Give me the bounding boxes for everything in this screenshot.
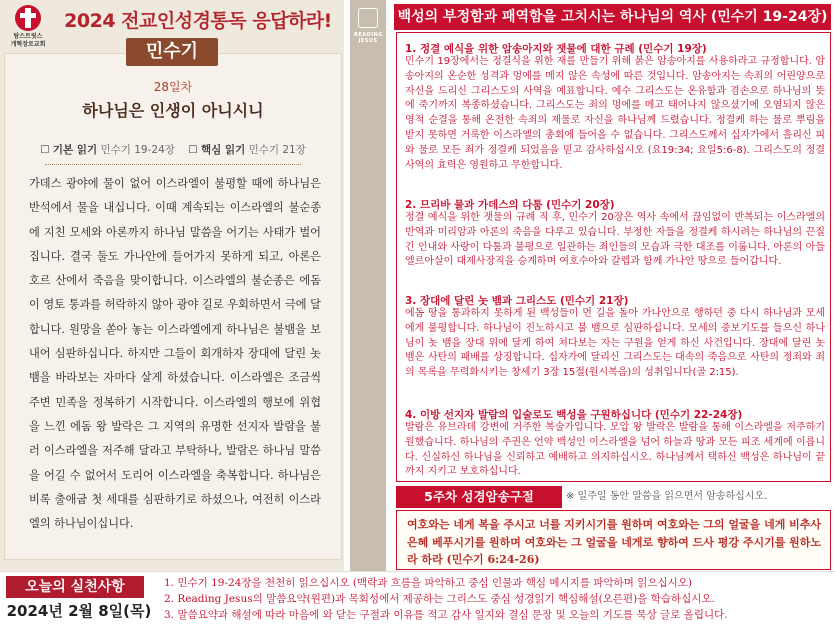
summary-text: 가데스 광야에 물이 없어 이스라엘이 불평할 때에 하나님은 반석에서 물을 내십니다. 이때 계속되는 이스라엘의 불순종에 지친 모세와 아론까지 하나님 말씀을 어기는 사태가 벌어집니다. 결국 둘도 가나안에 들어가지 못하게 되고, 아론은 호르 산에서 죽음을 맞이합니다. 이스라엘의 불순종은 에돔이 영토 통과를 허락하지 않아 광야 길로 우회하면서 극에 달합니다. 원망을 쏟아 놓는 이스라엘에게 하나님은 불뱀을 보내어 심판하십니다. 하지만 그들이 회개하자 장대에 달린 놋뱀을 바라보는 자마다 살게 하셨습니다. 이스라엘은 조금씩 주변 민족을 정복하기 시작합니다. 이스라엘의 행보에 위협을 느낀 에돔 왕 발락은 그 지역의 유명한 선지자 발람을 불러 이스라엘을 저주해 달라고 부탁하나, 발람은 하나님 말씀을 어길 수 없어서 도리어 이스라엘을 축복합니다. 하나님은 비록 출애굽 첫 세대를 심판하기로 하셨으나, 여전히 이스라엘의 하나님이십니다. [29,177,321,531]
practice-tag: 오늘의 실천사항 [6,576,144,598]
cross-icon [15,5,41,31]
emblem-icon [358,8,378,28]
church-logo [6,5,50,57]
section-4-body: 발람은 유브라데 강변에 거주한 복술가입니다. 모압 왕 발락은 발람을 통해 이스라엘을 저주하기 원했습니다. 하나님의 주권은 언약 백성인 이스라엘을 넘어 하늘과 땅과 모든 피조 세계에 이릅니다. 신실하신 하나님을 신뢰하고 예배하고 의지하십시오. 하나님께서 택하신 백성은 하나님이 끝까지 지키고 보호하십니다. [405,422,825,478]
checkbox-icon: ☐ [188,144,198,156]
practice-item: 2. Reading Jesus의 말씀요약(원편)과 목회성에서 제공하는 그리스도 중심 성경읽기 핵심해설(오른편)을 학습하십시오. [164,593,715,605]
brand-strip [350,0,386,571]
practice-bar [0,571,835,627]
practice-list [164,575,832,623]
practice-date: 2024년 2월 8일(목) [6,602,152,620]
memory-verse-note: ※ 일주일 동안 말씀을 읽으면서 암송하십시오. [566,491,768,502]
core-reading-label: 핵심 읽기 [201,144,246,156]
reading-jesus-logo [354,8,382,68]
subtitle: 하나님은 인생이 아니시니 [82,101,264,120]
book-tab: 민수기 [126,38,218,66]
divider [45,164,301,165]
section-3-body: 에돔 땅을 통과하지 못하게 된 백성들이 먼 길을 돌아 가나안으로 행하던 중 다시 하나님과 모세에게 불평합니다. 하나님이 진노하시고 불 뱀으로 심판하십니다. 모세의 중보기도를 들으신 하나님이 놋 뱀을 장대 위에 달게 하여 쳐다보는 자는 구원을 얻게 하신 사건입니다. 장대에 달린 놋 뱀은 사탄의 패배를 상징합니다. 십자가에 달리신 그리스도는 대속의 죽음으로 사탄의 정죄와 죄의 목록을 무력화시키는 창세기 3장 15절(원시복음)의 성취입니다(골 2:15). [405,308,825,379]
right-panel [352,0,835,571]
memory-verse-text: 여호와는 네게 복을 주시고 너를 지키시기를 원하며 여호와는 그의 얼굴을 네게 비추사 은혜 베푸시기를 원하며 여호와는 그 얼굴을 네게로 향하여 드사 평강 주시기를 원하노라 하라 (민수기 6:24-26) [407,518,822,566]
section-3-title: 3. 장대에 달린 놋 뱀과 그리스도 (민수기 21장) [405,295,629,307]
top-title: 2024 전교인성경통독 응답하라! [64,10,332,32]
section-1-body: 민수기 19장에서는 정결식을 위한 재를 만들기 위해 붉은 암송아지를 사용하라고 규정합니다. 암송아지의 온순한 성격과 멍에를 메지 않은 속성에 따른 것입니다. 암송아지는 속죄의 어린양으로 자신을 드리신 그리스도의 사역을 예표합니다. 예수 그리스도는 온유함과 겸손으로 하나님의 뜻에 죽기까지 복종하셨습니다. 그리스도는 죄의 멍에를 메고 태어나지 않으셨기에 오염되지 않은 영적 순결을 통해 온전한 속죄의 제물로 자신을 하나님께 드렸습니다. 정결케 하는 물로 뿌림을 받지 못하면 거룩한 이스라엘의 총회에 들어올 수 없습니다. 그리스도께서 십자가에서 흘리신 피와 물로 모든 죄가 정결케 되었음을 믿고 감사하십시오 (요19:34; 요일5:6-8). 그리스도의 정결 사역의 효력은 영원하고 무한합니다. [405,56,825,171]
section-2-body: 정결 예식을 위한 잿물의 규례 직 후, 민수기 20장은 역사 속에서 끊임없이 반복되는 이스라엘의 반역과 미리암과 아론의 죽음을 다루고 있습니다. 부정한 자들을 정결케 하시려는 하나님의 끈질긴 인내와 사랑이 다툼과 불평으로 일관하는 죄인들의 모습과 극한 대조를 이룹니다. 아론의 아들 엘르아살이 대제사장직을 승계하며 여호수아와 갈렙과 함께 가나안 땅으로 들어갑니다. [405,212,825,268]
church-name: 탐스트릿스 개혁장로교회 [10,33,46,48]
memory-verse-box [396,510,831,570]
reading-panel [4,53,342,560]
memory-verse-tag: 5주차 성경암송구절 [396,486,562,508]
practice-item: 3. 말씀요약과 해설에 따라 마음에 와 닫는 구절과 이유를 적고 감사 일지와 결심 문장 및 오늘의 기도를 묵상 글로 올립니다. [164,609,728,621]
commentary-box [396,32,831,482]
reading-row [5,142,341,157]
core-reading-value: 민수기 21장 [248,144,306,156]
section-2-title: 2. 므리바 물과 가데스의 다툼 (민수기 20장) [405,199,615,211]
basic-reading-value: 민수기 19-24장 [100,144,175,156]
commentary-header: 백성의 부정함과 패역함을 고치시는 하나님의 역사 (민수기 19-24장) [394,4,831,30]
section-4-title: 4. 이방 선지자 발람의 입술로도 백성을 구원하십니다 (민수기 22-24장) [405,409,743,421]
basic-reading-label: 기본 읽기 [52,144,98,156]
checkbox-icon: ☐ [40,144,50,156]
day-label: 28일차 [153,80,193,94]
left-panel [0,0,344,571]
practice-item: 1. 민수기 19-24장을 천천히 읽으십시오 (맥락과 흐름을 파악하고 중심 인물과 핵심 메시지를 파악하며 읽으십시오) [164,577,693,589]
brand-name: READING JESUS [354,32,383,44]
section-1-title: 1. 정결 예식을 위한 암송아지와 잿물에 대한 규례 (민수기 19장) [405,43,707,55]
